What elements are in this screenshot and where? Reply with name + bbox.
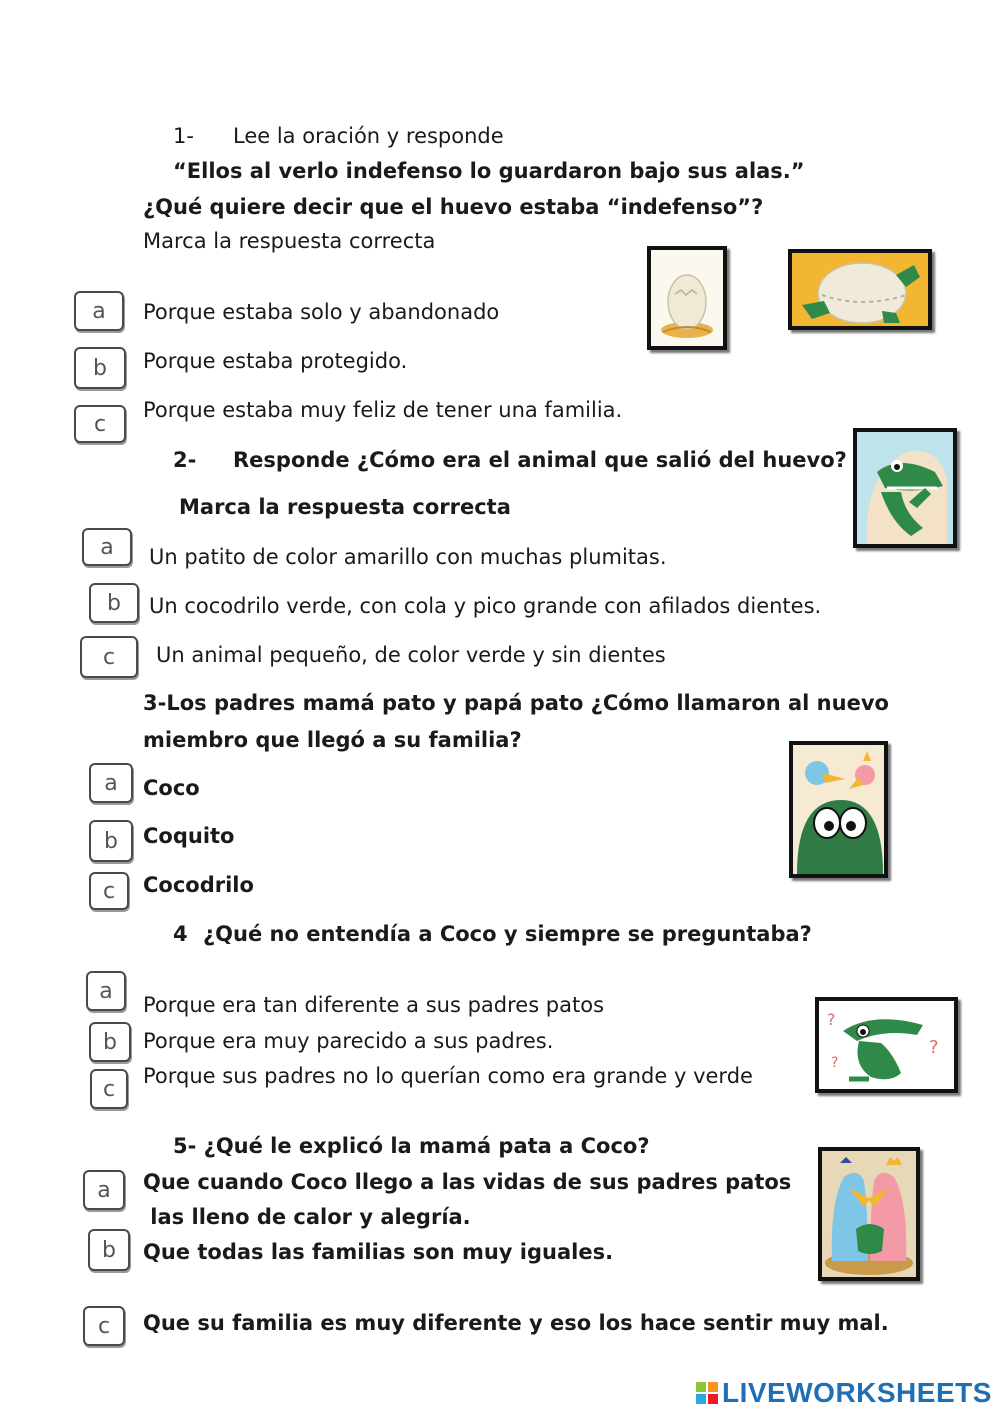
q3-option-b-text: Coquito [143, 824, 235, 848]
q2-option-b-checkbox[interactable]: b [89, 583, 139, 623]
q4-option-b-text: Porque era muy parecido a sus padres. [143, 1029, 554, 1053]
q1-option-a-text: Porque estaba solo y abandonado [143, 300, 500, 324]
liveworksheets-logo-icon [696, 1382, 718, 1404]
q1-question: ¿Qué quiere decir que el huevo estaba “indefenso”? [143, 195, 764, 219]
q3-question-line2: miembro que llegó a su familia? [143, 728, 522, 752]
q5-option-b-checkbox[interactable]: b [88, 1229, 130, 1271]
q4-option-c-checkbox[interactable]: c [90, 1069, 128, 1109]
q2-number: 2- [173, 448, 197, 472]
q4-number: 4 [173, 922, 188, 946]
q4-option-a-checkbox[interactable]: a [86, 971, 126, 1011]
q3-option-b-checkbox[interactable]: b [89, 820, 133, 862]
q2-prompt: Marca la respuesta correcta [179, 495, 511, 519]
q5-option-c-checkbox[interactable]: c [83, 1306, 125, 1346]
q3-option-c-checkbox[interactable]: c [89, 872, 129, 910]
q2-option-c-checkbox[interactable]: c [80, 636, 138, 678]
q5-option-b-text: Que todas las familias son muy iguales. [143, 1240, 614, 1264]
q3-option-a-checkbox[interactable]: a [89, 763, 133, 803]
q1-option-a-checkbox[interactable]: a [74, 291, 124, 331]
q1-prompt: Marca la respuesta correcta [143, 229, 436, 253]
q5-option-a-checkbox[interactable]: a [83, 1170, 125, 1210]
q1-option-c-checkbox[interactable]: c [74, 405, 126, 443]
q1-number: 1- [173, 124, 194, 148]
liveworksheets-logo-text: LIVEWORKSHEETS [722, 1377, 992, 1408]
q2-question: Responde ¿Cómo era el animal que salió del huevo? [233, 448, 847, 472]
q1-option-c-text: Porque estaba muy feliz de tener una familia. [143, 398, 623, 422]
q1-option-b-text: Porque estaba protegido. [143, 349, 408, 373]
q5-option-a-text-line2: las lleno de calor y alegría. [143, 1205, 471, 1229]
q2-option-a-checkbox[interactable]: a [82, 528, 132, 566]
q5-option-c-text: Que su familia es muy diferente y eso los hace sentir muy mal. [143, 1311, 889, 1335]
q1-quote: “Ellos al verlo indefenso lo guardaron bajo sus alas.” [173, 159, 805, 183]
q2-option-a-text: Un patito de color amarillo con muchas plumitas. [149, 545, 667, 569]
svg-text:?: ? [827, 1010, 836, 1029]
q2-option-c-text: Un animal pequeño, de color verde y sin dientes [156, 643, 666, 667]
duck-parents-hugging-crocodile-image [818, 1147, 920, 1281]
q3-option-c-text: Cocodrilo [143, 873, 254, 897]
baby-crocodile-image [853, 428, 957, 548]
q4-option-c-text: Porque sus padres no lo querían como era grande y verde [143, 1064, 753, 1088]
svg-text:?: ? [929, 1037, 939, 1058]
hatching-crocodile-image [788, 249, 932, 330]
q3-question-line1: 3-Los padres mamá pato y papá pato ¿Cómo llamaron al nuevo [143, 691, 889, 715]
q3-option-a-text: Coco [143, 776, 200, 800]
q2-option-b-text: Un cocodrilo verde, con cola y pico grande con afilados dientes. [149, 594, 822, 618]
q5-question: 5- ¿Qué le explicó la mamá pata a Coco? [173, 1134, 650, 1158]
q4-question: ¿Qué no entendía a Coco y siempre se preguntaba? [203, 922, 812, 946]
q1-option-b-checkbox[interactable]: b [74, 347, 126, 389]
q4-option-b-checkbox[interactable]: b [89, 1022, 131, 1062]
crocodile-with-duck-parents-image [789, 741, 888, 878]
confused-crocodile-image [815, 997, 958, 1093]
q4-option-a-text: Porque era tan diferente a sus padres patos [143, 993, 605, 1017]
egg-in-nest-image [647, 246, 727, 350]
q1-instruction: Lee la oración y responde [233, 124, 504, 148]
q5-option-a-text-line1: Que cuando Coco llego a las vidas de sus padres patos [143, 1170, 792, 1194]
svg-text:?: ? [831, 1055, 839, 1071]
liveworksheets-logo [696, 1376, 992, 1410]
